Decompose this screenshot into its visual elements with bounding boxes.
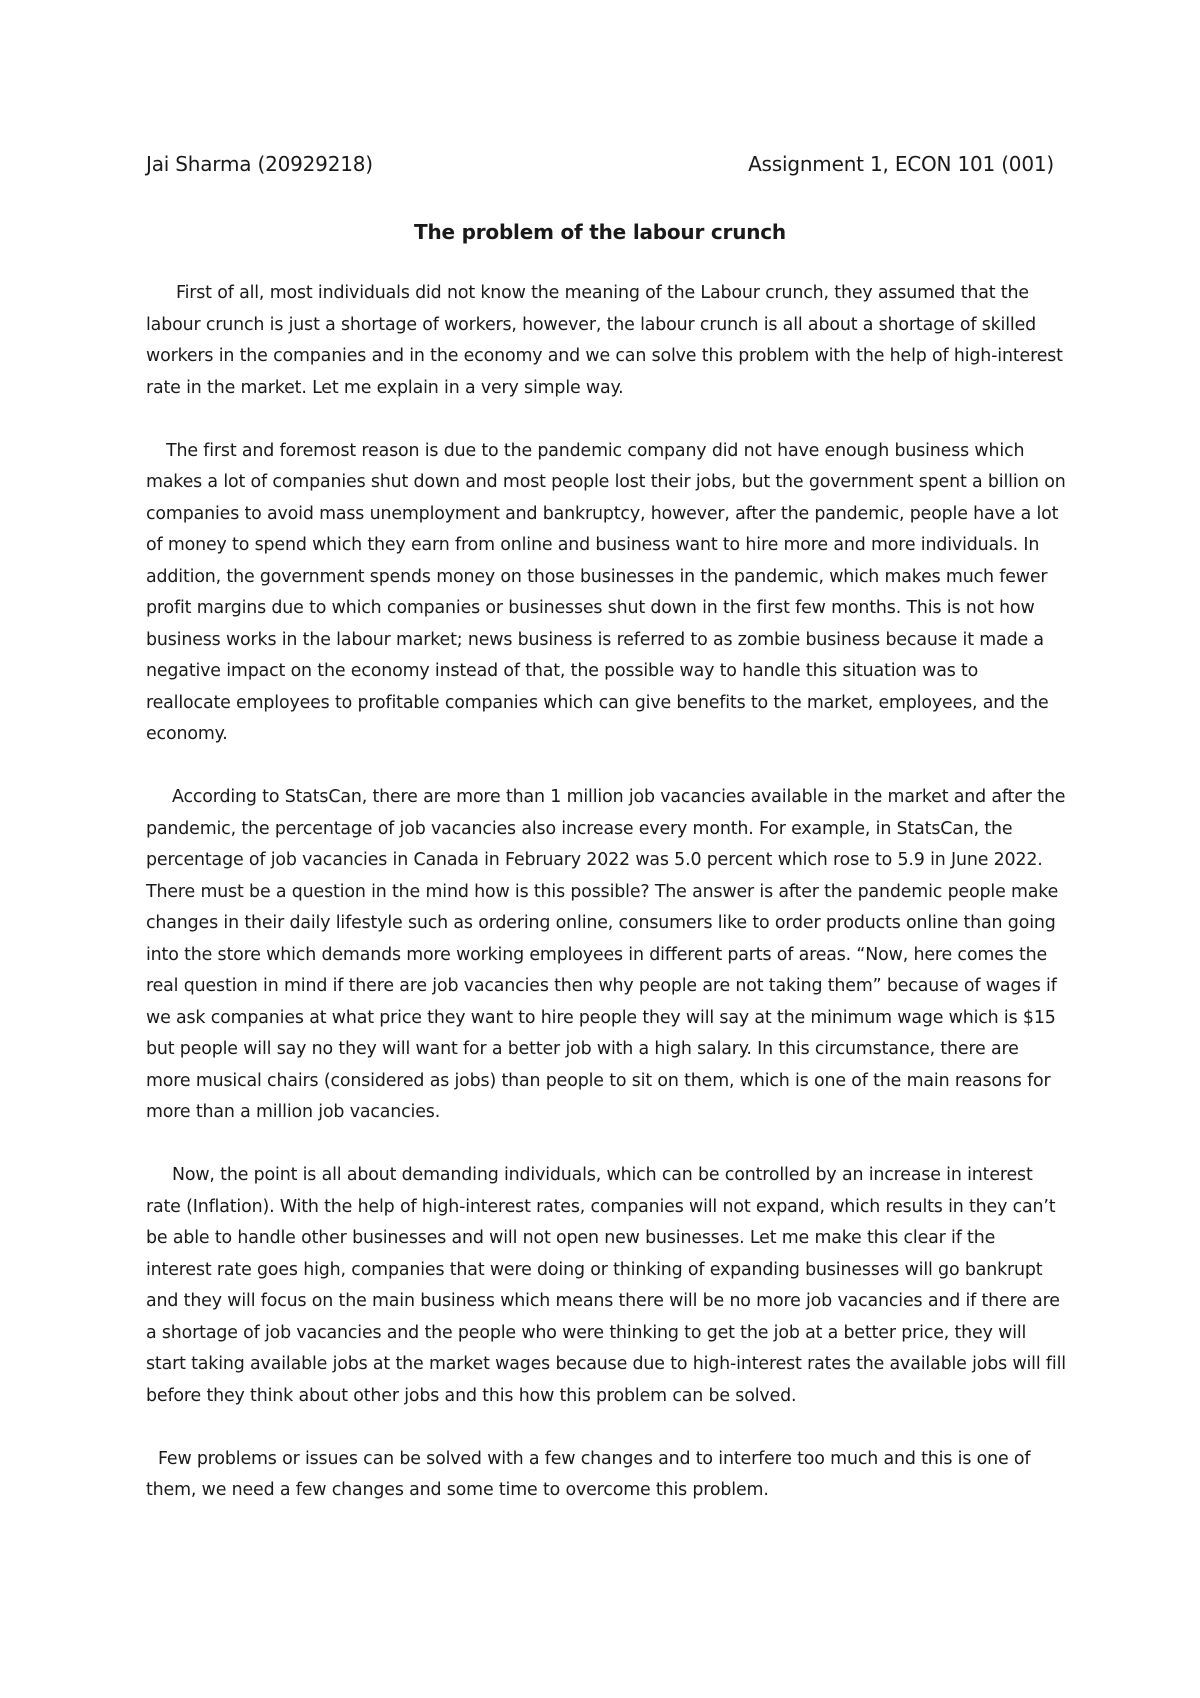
paragraph-1: First of all, most individuals did not know the meaning of the Labour crunch, they assumed that the labour crunch is just a shortage of workers, however, the labour crunch is all about a shortage of skilled workers in the companies and in the economy and we can solve this problem with the help of high-interest rate in the market. Let me explain in a very simple way. bbox=[146, 283, 1063, 398]
assignment-line: Assignment 1, ECON 101 (001) bbox=[748, 152, 1054, 176]
paragraph-2: The first and foremost reason is due to the pandemic company did not have enough business which makes a lot of companies shut down and most people lost their jobs, but the government spent a billion on companies to avoid mass unemployment and bankruptcy, however, after the pandemic, people have a lot of money to spend which they earn from online and business want to hire more and more individuals. In addition, the government spends money on those businesses in the pandemic, which makes much fewer profit margins due to which companies or businesses shut down in the first few months. This is not how business works in the labour market; news business is referred to as zombie business because it made a negative impact on the economy instead of that, the possible way to handle this situation was to reallocate employees to profitable companies which can give benefits to the market, employees, and the economy. bbox=[146, 440, 1066, 744]
document-header bbox=[146, 148, 1054, 180]
paragraph-3: According to StatsCan, there are more than 1 million job vacancies available in the market and after the pandemic, the percentage of job vacancies also increase every month. For example, in StatsCan, the percentage of job vacancies in Canada in February 2022 was 5.0 percent which rose to 5.9 in June 2022. There must be a question in the mind how is this possible? The answer is after the pandemic people make changes in their daily lifestyle such as ordering online, consumers like to order products online than going into the store which demands more working employees in different parts of areas. “Now, here comes the real question in mind if there are job vacancies then why people are not taking them” because of wages if we ask companies at what price they want to hire people they will say at the minimum wage which is $15 but people will say no they will want for a better job with a high salary. In this circumstance, there are more musical chairs (considered as jobs) than people to sit on them, which is one of the main reasons for more than a million job vacancies. bbox=[146, 787, 1066, 1122]
document-title: The problem of the labour crunch bbox=[414, 220, 786, 244]
paragraph-5: Few problems or issues can be solved with a few changes and to interfere too much and this is one of them, we need a few changes and some time to overcome this problem. bbox=[146, 1448, 1031, 1500]
document-body bbox=[146, 278, 1066, 1538]
author-line: Jai Sharma (20929218) bbox=[146, 152, 373, 176]
paragraph-4: Now, the point is all about demanding individuals, which can be controlled by an increase in interest rate (Inflation). With the help of high-interest rates, companies will not expand, which results in they can’t be able to handle other businesses and will not open new businesses. Let me make this clear if the interest rate goes high, companies that were doing or thinking of expanding businesses will go bankrupt and they will focus on the main business which means there will be no more job vacancies and if there are a shortage of job vacancies and the people who were thinking to get the job at a better price, they will start taking available jobs at the market wages because due to high-interest rates the available jobs will fill before they think about other jobs and this how this problem can be solved. bbox=[146, 1165, 1066, 1406]
